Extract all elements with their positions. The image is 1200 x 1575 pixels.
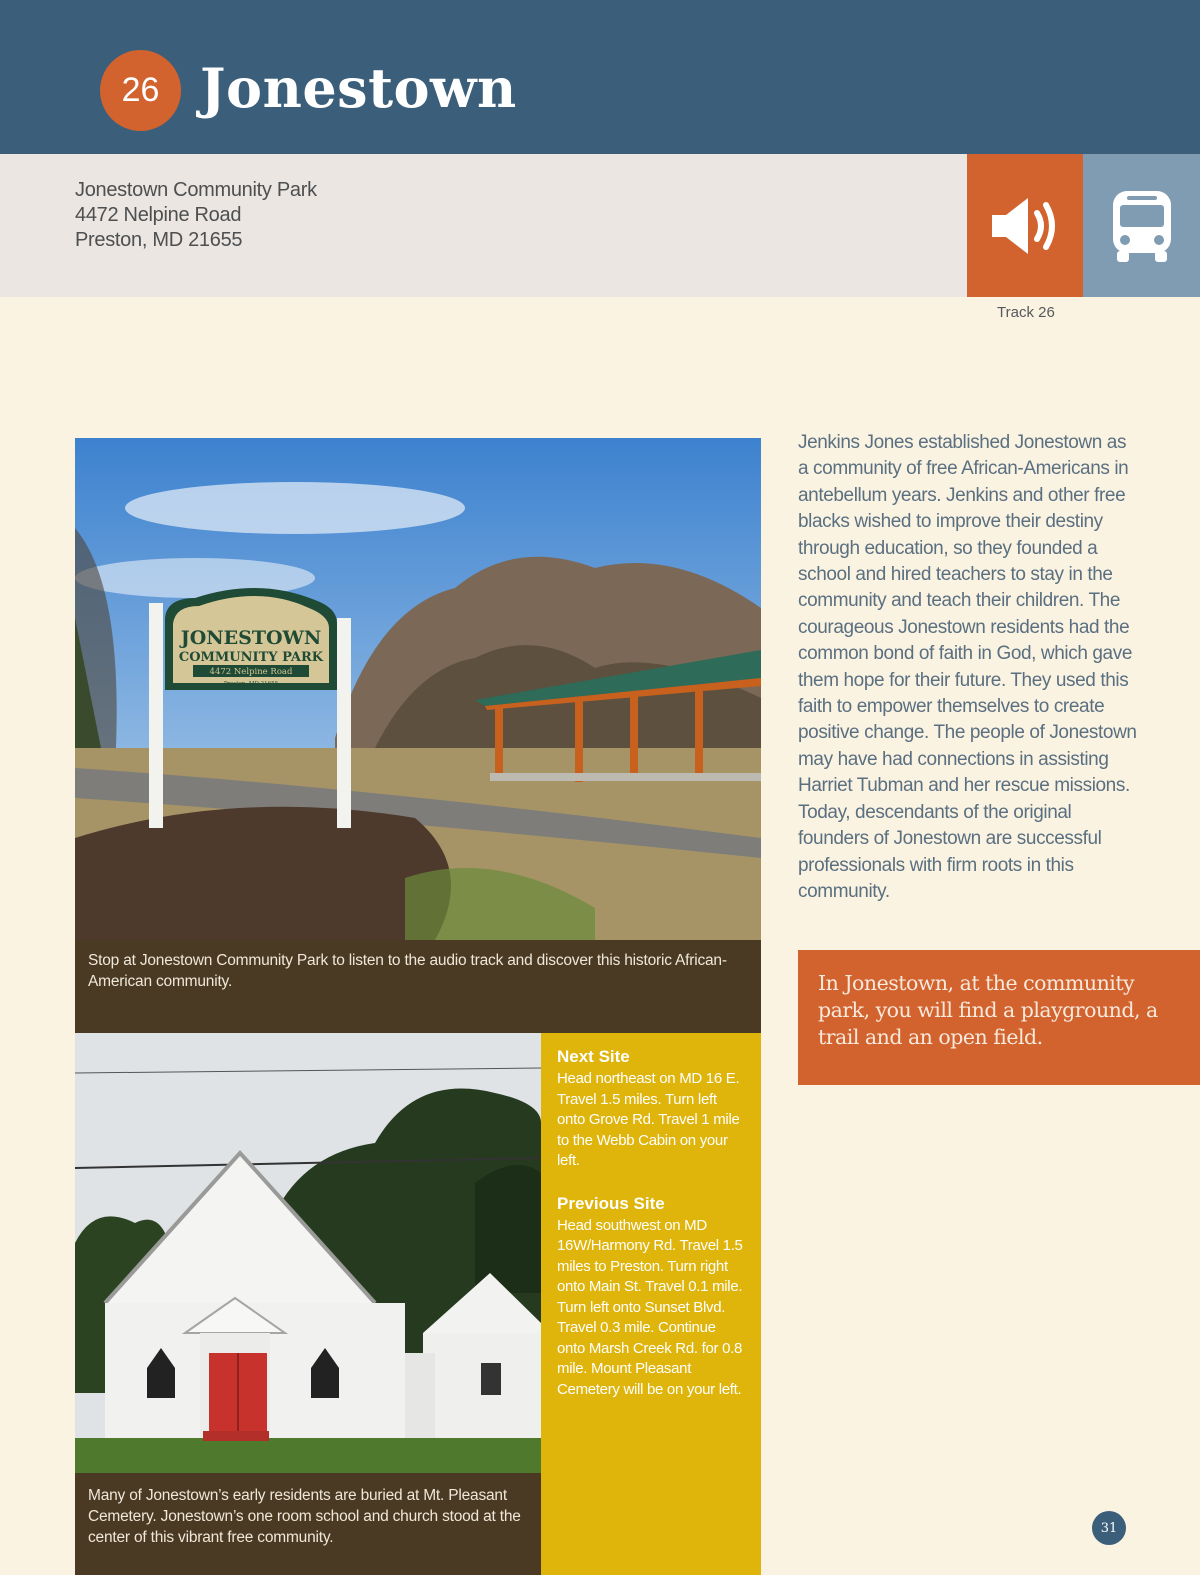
bus-icon <box>1111 189 1173 263</box>
track-label: Track 26 <box>997 304 1055 321</box>
callout-box <box>798 950 1200 1085</box>
park-photo-caption: Stop at Jonestown Community Park to listen to the audio track and discover this historic African-American community. <box>75 940 761 1033</box>
park-sign-line4: Preston, MD 21655 <box>223 681 279 687</box>
page-number-text: 31 <box>1100 1520 1118 1536</box>
site-number: 26 <box>121 71 160 109</box>
site-description: Jenkins Jones established Jonestown as a community of free African-Americans in antebellum years. Jenkins and other free blacks wished to improve their destiny through education, so they founded a school and hired teachers to stay in the community and teach their children. The courageous Jonestown residents had the common bond of faith in God, which gave them hope for their future. They used this faith to empower themselves to create positive change. The people of Jonestown may have had connections in assisting Harriet Tubman and her rescue missions. Today, descendants of the original founders of Jonestown are successful professionals with firm roots in this community. <box>798 432 1137 902</box>
park-sign-line2: COMMUNITY PARK <box>178 650 324 665</box>
previous-site-heading: Previous Site <box>557 1193 665 1213</box>
page-title: Jonestown <box>200 56 517 120</box>
speaker-icon <box>990 195 1060 257</box>
site-address <box>75 178 317 253</box>
church-photo <box>75 1033 541 1473</box>
directions-panel <box>541 1033 761 1575</box>
park-sign-line1: JONESTOWN <box>180 627 322 649</box>
site-number-badge <box>100 50 181 131</box>
page-header <box>0 0 1200 154</box>
address-line-name: Jonestown Community Park <box>75 179 317 201</box>
page-number <box>1092 1511 1126 1545</box>
park-photo <box>75 438 761 940</box>
church-photo-caption: Many of Jonestown’s early residents are buried at Mt. Pleasant Cemetery. Jonestown’s one room school and church stood at the center of this vibrant free community. <box>75 1473 541 1575</box>
park-sign-line3: 4472 Nelpine Road <box>209 667 293 677</box>
callout-text: In Jonestown, at the community park, you will find a playground, a trail and an open field. <box>818 971 1158 1049</box>
next-site-heading: Next Site <box>557 1047 630 1066</box>
previous-site-directions: Head southwest on MD 16W/Harmony Rd. Travel 1.5 miles to Preston. Turn right onto Main St. Travel 0.1 mile. Turn left onto Sunset Blvd. Travel 0.3 mile. Continue onto Marsh Creek Rd. for 0.8 mile. Mount Pleasant Cemetery will be on your left. <box>557 1216 743 1398</box>
bus-route-button[interactable] <box>1083 154 1200 297</box>
next-site-directions: Head northeast on MD 16 E. Travel 1.5 miles. Turn left onto Grove Rd. Travel 1 mile to the Webb Cabin on your left. <box>557 1070 740 1169</box>
address-line-city: Preston, MD 21655 <box>75 229 243 251</box>
address-line-street: 4472 Nelpine Road <box>75 204 242 226</box>
audio-track-button[interactable] <box>967 154 1083 297</box>
